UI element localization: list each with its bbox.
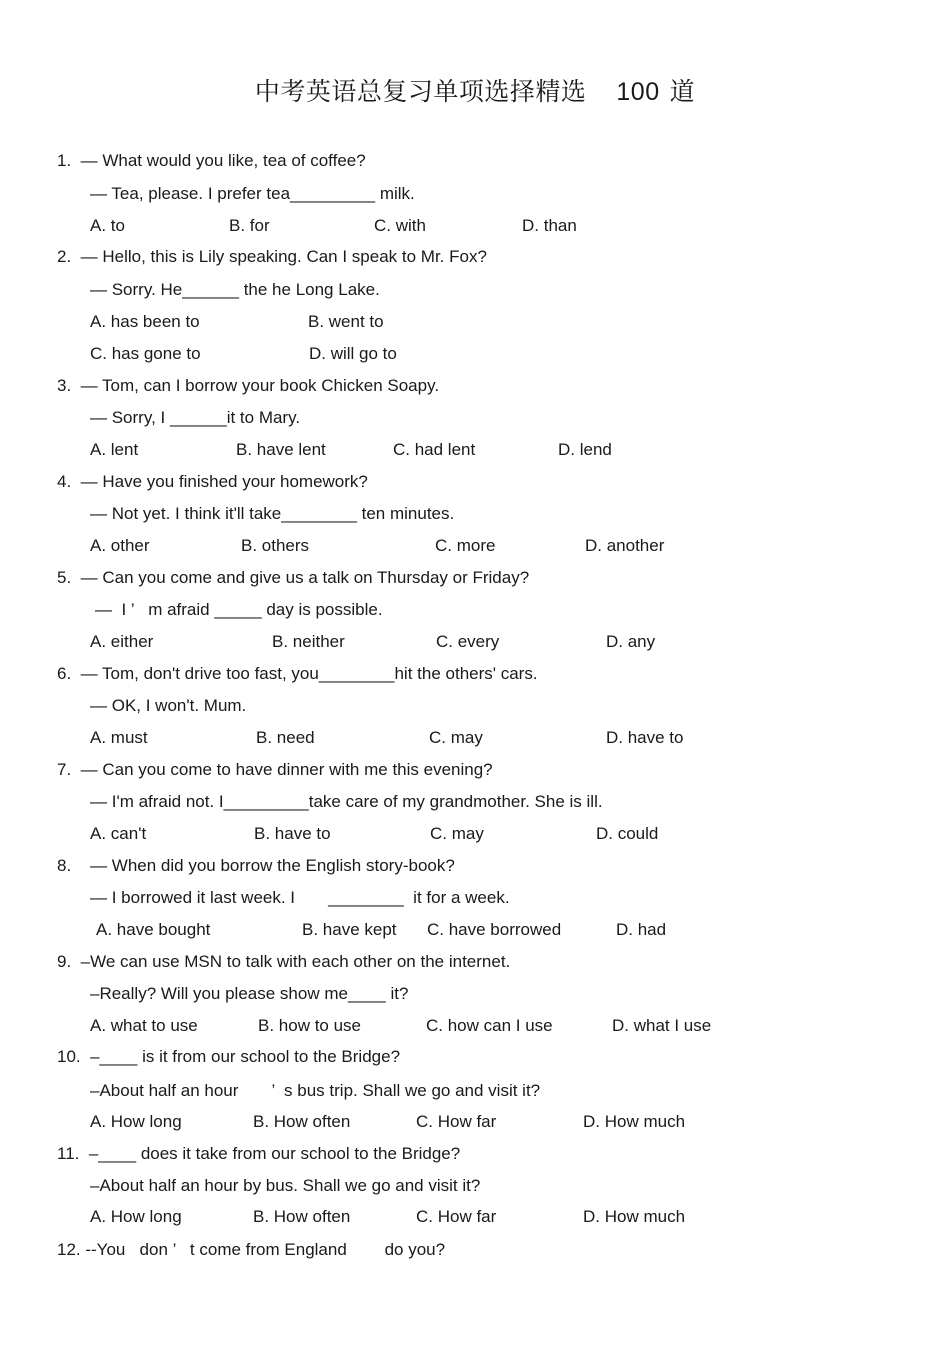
question-12-prompt: 12. --You don ’ t come from England do you? bbox=[57, 1240, 446, 1259]
question-1-response: — Tea, please. I prefer tea_________ milk. bbox=[90, 184, 415, 203]
title-number: 100 bbox=[616, 78, 660, 106]
question-8-response: — I borrowed it last week. I ________ it for a week. bbox=[90, 888, 510, 907]
question-11-option-a: A. How long bbox=[90, 1207, 182, 1226]
question-1-option-b: B. for bbox=[229, 216, 270, 235]
question-2-option-a: A. has been to bbox=[90, 312, 200, 331]
question-8-option-d: D. had bbox=[616, 920, 667, 939]
question-4-option-a: A. other bbox=[90, 536, 150, 555]
question-9-option-b: B. how to use bbox=[258, 1016, 362, 1035]
question-3-option-c: C. had lent bbox=[393, 440, 476, 459]
question-6-response: — OK, I won't. Mum. bbox=[90, 696, 247, 715]
question-11-option-b: B. How often bbox=[253, 1207, 351, 1226]
question-4-option-c: C. more bbox=[435, 536, 496, 555]
title-unit: 道 bbox=[669, 77, 696, 106]
question-5-response: — I ’ m afraid _____ day is possible. bbox=[95, 600, 383, 619]
question-9-prompt: 9. –We can use MSN to talk with each other on the internet. bbox=[57, 952, 511, 971]
question-4-option-b: B. others bbox=[241, 536, 310, 555]
question-4-prompt: 4. — Have you finished your homework? bbox=[57, 472, 368, 491]
question-2-prompt: 2. — Hello, this is Lily speaking. Can I speak to Mr. Fox? bbox=[57, 247, 487, 266]
question-8-option-b: B. have kept bbox=[302, 920, 397, 939]
question-7-option-a: A. can't bbox=[90, 824, 147, 843]
question-10-option-c: C. How far bbox=[416, 1112, 497, 1131]
question-7-prompt: 7. — Can you come to have dinner with me this evening? bbox=[57, 760, 493, 779]
question-6-option-c: C. may bbox=[429, 728, 483, 747]
question-5-option-b: B. neither bbox=[272, 632, 345, 651]
question-3-response: — Sorry, I ______it to Mary. bbox=[90, 408, 301, 427]
question-6-option-a: A. must bbox=[90, 728, 148, 747]
question-10-response: –About half an hour ’ s bus trip. Shall we go and visit it? bbox=[90, 1081, 541, 1100]
question-11-option-d: D. How much bbox=[583, 1207, 686, 1226]
question-1-option-c: C. with bbox=[374, 216, 426, 235]
question-11-response: –About half an hour by bus. Shall we go and visit it? bbox=[90, 1176, 481, 1195]
page-title bbox=[0, 72, 950, 108]
title-text: 中考英语总复习单项选择精选 bbox=[254, 77, 587, 106]
question-2-option-b: B. went to bbox=[308, 312, 384, 331]
question-9-option-d: D. what I use bbox=[612, 1016, 712, 1035]
question-10-option-d: D. How much bbox=[583, 1112, 686, 1131]
question-6-option-d: D. have to bbox=[606, 728, 684, 747]
question-3-prompt: 3. — Tom, can I borrow your book Chicken Soapy. bbox=[57, 376, 440, 395]
question-7-response: — I'm afraid not. I_________take care of my grandmother. She is ill. bbox=[90, 792, 603, 811]
question-7-option-b: B. have to bbox=[254, 824, 331, 843]
question-11-option-c: C. How far bbox=[416, 1207, 497, 1226]
question-1-option-d: D. than bbox=[522, 216, 577, 235]
question-1-option-a: A. to bbox=[90, 216, 125, 235]
question-2-option-c: C. has gone to bbox=[90, 344, 201, 363]
question-2-option-d: D. will go to bbox=[309, 344, 397, 363]
question-4-response: — Not yet. I think it'll take________ ten minutes. bbox=[90, 504, 455, 523]
question-8-option-a: A. have bought bbox=[96, 920, 211, 939]
question-11-prompt: 11. –____ does it take from our school to the Bridge? bbox=[57, 1144, 461, 1163]
question-10-option-b: B. How often bbox=[253, 1112, 351, 1131]
question-10-prompt: 10. –____ is it from our school to the Bridge? bbox=[57, 1047, 401, 1066]
question-5-prompt: 5. — Can you come and give us a talk on Thursday or Friday? bbox=[57, 568, 530, 587]
question-5-option-d: D. any bbox=[606, 632, 656, 651]
question-8-prompt: 8. — When did you borrow the English story-book? bbox=[57, 856, 455, 875]
question-6-option-b: B. need bbox=[256, 728, 315, 747]
question-5-option-c: C. every bbox=[436, 632, 500, 651]
question-4-option-d: D. another bbox=[585, 536, 665, 555]
question-9-option-c: C. how can I use bbox=[426, 1016, 553, 1035]
question-8-option-c: C. have borrowed bbox=[427, 920, 562, 939]
question-9-response: –Really? Will you please show me____ it? bbox=[90, 984, 409, 1003]
question-7-option-c: C. may bbox=[430, 824, 484, 843]
question-2-response: — Sorry. He______ the he Long Lake. bbox=[90, 280, 380, 299]
question-7-option-d: D. could bbox=[596, 824, 659, 843]
question-1-prompt: 1. — What would you like, tea of coffee? bbox=[57, 151, 366, 170]
question-3-option-d: D. lend bbox=[558, 440, 612, 459]
question-6-prompt: 6. — Tom, don't drive too fast, you________hit the others' cars. bbox=[57, 664, 538, 683]
question-3-option-b: B. have lent bbox=[236, 440, 326, 459]
question-3-option-a: A. lent bbox=[90, 440, 139, 459]
question-9-option-a: A. what to use bbox=[90, 1016, 198, 1035]
question-10-option-a: A. How long bbox=[90, 1112, 182, 1131]
question-5-option-a: A. either bbox=[90, 632, 154, 651]
